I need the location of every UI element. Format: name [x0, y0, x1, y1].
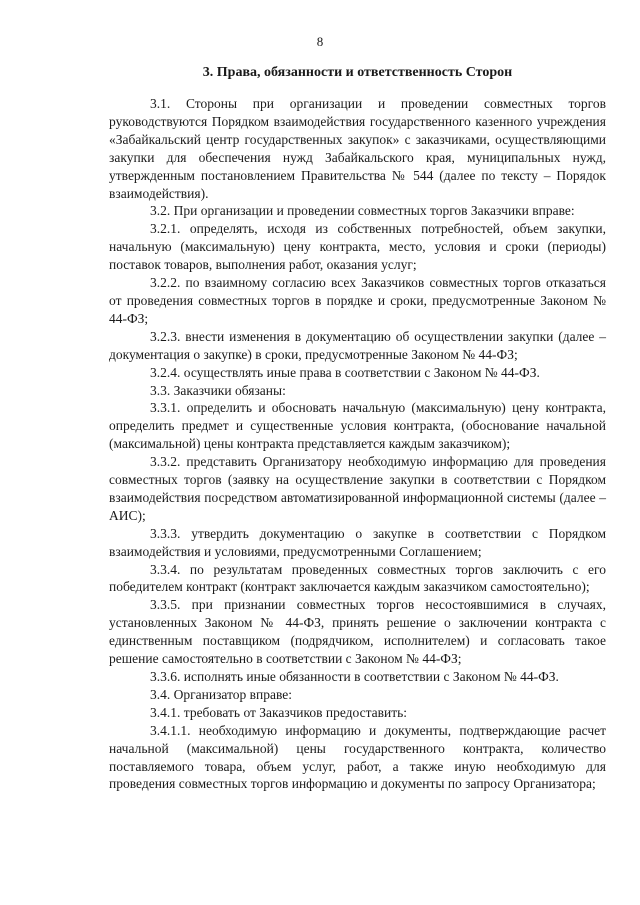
section-heading: 3. Права, обязанности и ответственность Сторон [202, 65, 513, 80]
paragraph-3-3-4: 3.3.4. по результатам проведенных совместных торгов заключить с его победителем контракт (контракт заключается каждым заказчиком самостоятельно); [109, 561, 606, 595]
paragraph-3-2-3: 3.2.3. внести изменения в документацию об осуществлении закупки (далее – документация о закупке) в сроки, предусмотренные Законом № 44-ФЗ; [109, 328, 606, 362]
document-body [109, 95, 606, 793]
paragraph-3-1: 3.1. Стороны при организации и проведении совместных торгов руководствуются Порядком взаимодействия государственного казенного учреждения «Забайкальский центр государственных закупок» с заказчиками, осуществляющими закупки для обеспечения нужд Забайкальского края, муниципальных нужд, утвержденным постановлением Правительства № 544 (далее по тексту – Порядок взаимодействия). [109, 96, 606, 201]
paragraph-3-2-2: 3.2.2. по взаимному согласию всех Заказчиков совместных торгов отказаться от проведения совместных торгов в порядке и сроки, предусмотренные Законом № 44-ФЗ; [109, 275, 606, 326]
paragraph-3-3-2: 3.3.2. представить Организатору необходимую информацию для проведения совместных торгов (заявку на осуществление закупки в соответствии с Порядком взаимодействия посредством автоматизированной информационной системы (далее – АИС); [109, 454, 606, 523]
paragraph-3-3: 3.3. Заказчики обязаны: [150, 382, 286, 398]
paragraph-3-3-1: 3.3.1. определить и обосновать начальную (максимальную) цену контракта, определить предмет и существенные условия контракта, (обоснование начальной (максимальной) цены контракта представляется каждым заказчиком); [109, 400, 606, 452]
paragraph-3-4-1-1: 3.4.1.1. необходимую информацию и документы, подтверждающие расчет начальной (максимальной) цены государственного контракта, количество поставляемого товара, объем услуг, работ, а также иную необходимую для проведения совместных торгов информацию и документы по запросу Организатора; [109, 722, 606, 792]
paragraph-3-4-1: 3.4.1. требовать от Заказчиков предоставить: [150, 704, 408, 720]
paragraph-3-3-5: 3.3.5. при признании совместных торгов несостоявшимися в случаях, установленных Законом № 44-ФЗ, принять решение о заключении контракта с единственным поставщиком (подрядчиком, исполнителем) и согласовать такое решение самостоятельно в соответствии с Законом № 44-ФЗ; [109, 597, 606, 667]
paragraph-3-2-1: 3.2.1. определять, исходя из собственных потребностей, объем закупки, начальную (максимальную) цену контракта, место, условия и сроки (периоды) поставок товаров, выполнения работ, оказания услуг; [109, 221, 606, 273]
paragraph-3-2: 3.2. При организации и проведении совместных торгов Заказчики вправе: [150, 203, 575, 219]
paragraph-3-2-4: 3.2.4. осуществлять иные права в соответствии с Законом № 44-ФЗ. [150, 364, 540, 380]
page-number: 8 [316, 34, 324, 49]
paragraph-3-3-6: 3.3.6. исполнять иные обязанности в соответствии с Законом № 44-ФЗ. [150, 669, 559, 684]
paragraph-3-3-3: 3.3.3. утвердить документацию о закупке в соответствии с Порядком взаимодействия и условиями, предусмотренными Соглашением; [109, 525, 606, 559]
paragraph-3-4: 3.4. Организатор вправе: [150, 686, 293, 702]
